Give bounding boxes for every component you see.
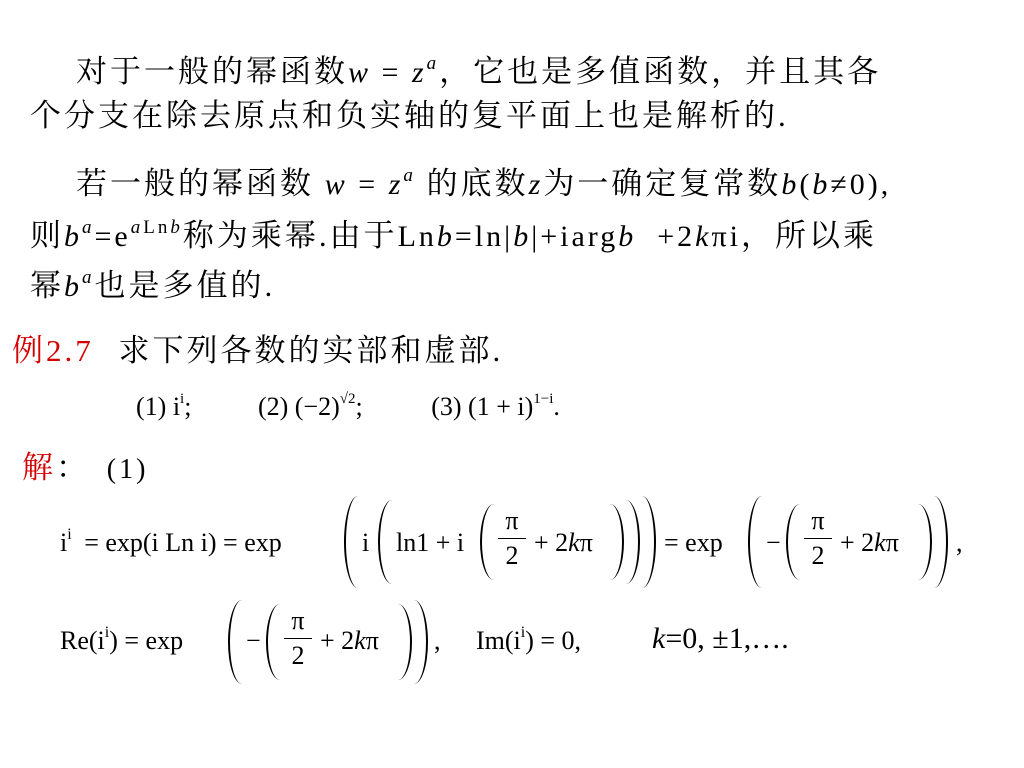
para1-text-a: 对于一般的幂函数	[76, 54, 348, 89]
paren-left-6	[228, 600, 242, 684]
para2-line1	[76, 165, 892, 201]
para2-text-d: 则	[30, 218, 64, 253]
eq1-i-factor: i	[362, 528, 370, 557]
plus-2: + 2	[840, 528, 875, 557]
equals-sign: =	[371, 56, 412, 89]
item-2-sup: √2	[339, 391, 356, 407]
item-1-sup: i	[180, 391, 185, 407]
paren-right-4	[934, 496, 948, 588]
var-b: b	[618, 220, 637, 253]
exponent-a: a	[403, 165, 416, 186]
solution-colon: ：	[56, 450, 90, 485]
para2-text-g: 幂	[30, 268, 64, 303]
eq1-plus2kpi	[534, 528, 593, 558]
var-z: z	[388, 168, 404, 201]
frac-num: π	[505, 506, 519, 535]
exponent-b: b	[170, 217, 183, 238]
var-w: w	[324, 168, 348, 201]
im-sup: i	[520, 624, 526, 641]
eq1-eq-exp: = exp	[664, 528, 723, 557]
var-k: k	[568, 528, 580, 557]
plus-2: +2	[636, 220, 696, 253]
k-values: =0, ±1,….	[665, 622, 789, 655]
paren-right-7	[398, 604, 412, 680]
para2-text-h: 也是多值的.	[94, 268, 276, 303]
equals-e: =e	[94, 220, 131, 253]
paren-left-5	[786, 504, 800, 580]
item-3-end: .	[553, 392, 560, 421]
eq2-k-values	[652, 622, 789, 656]
exponent-a: a	[82, 267, 95, 288]
eq1-lhs	[60, 528, 282, 558]
plus-2: + 2	[534, 528, 569, 557]
example-items	[136, 392, 560, 422]
var-b: b	[812, 168, 831, 201]
var-k: k	[652, 622, 666, 655]
var-k: k	[354, 626, 366, 655]
exponent-a: a	[426, 53, 440, 74]
eq2-fraction	[284, 606, 312, 671]
var-b: b	[64, 220, 82, 253]
eq1-exp-ln: = exp(i Ln i) = exp	[84, 528, 282, 557]
para1-text-b: ，它也是多值函数，并且其各	[439, 54, 882, 89]
paren-open: (	[799, 168, 813, 201]
equals-sign: =	[347, 168, 389, 201]
frac-num: π	[811, 506, 825, 535]
condition-text: ≠0),	[830, 168, 892, 201]
eq1-fraction	[498, 506, 526, 571]
var-w: w	[348, 56, 372, 89]
frac-den: 2	[291, 641, 305, 670]
eq1-fraction-2	[804, 506, 832, 571]
example-label: 例2.7	[12, 333, 94, 368]
re-sup: i	[104, 624, 110, 641]
eq2-comma: ,	[434, 626, 441, 655]
item-2: (2) (−2)	[257, 392, 340, 421]
exponent-a: a	[82, 217, 95, 238]
para1-line2	[30, 100, 789, 131]
im-text: Im(i	[476, 626, 521, 655]
var-z: z	[411, 56, 427, 89]
paren-right-3	[610, 504, 624, 580]
paren-right-6	[414, 600, 428, 684]
paren-left-4	[748, 496, 762, 588]
example-text: 求下列各数的实部和虚部.	[118, 333, 504, 368]
eq2-plus2kpi	[320, 626, 379, 656]
var-b: b	[513, 220, 532, 253]
ln-text: Ln	[397, 220, 437, 253]
exponent-ln: Ln	[143, 217, 171, 238]
para2-text-a: 若一般的幂函数	[76, 166, 314, 201]
paren-left-1	[344, 496, 358, 588]
item-2-end: ;	[355, 392, 363, 421]
item-1-end: ;	[184, 392, 192, 421]
item-3: (3) (1 + i)	[431, 392, 534, 421]
example-heading	[12, 335, 503, 366]
eq1-i-sup: i	[67, 526, 72, 543]
eq1-i: i	[60, 528, 68, 557]
plus-2: + 2	[320, 626, 355, 655]
pi-symbol: π	[365, 626, 379, 655]
para2-line3	[30, 267, 276, 303]
paren-left-3	[480, 504, 494, 580]
exponent-a: a	[130, 217, 144, 238]
var-b: b	[781, 168, 800, 201]
var-k: k	[695, 220, 712, 253]
eq2-im	[476, 626, 581, 656]
frac-den: 2	[505, 541, 519, 570]
eq1-minus: −	[766, 528, 781, 557]
eq1-plus2kpi-2	[840, 528, 899, 558]
part-label: (1)	[106, 454, 149, 485]
para1-text-c: 个分支在除去原点和负实轴的复平面上也是解析的.	[30, 98, 789, 133]
im-value: ) = 0,	[525, 626, 582, 655]
paren-left-7	[266, 604, 280, 680]
var-z: z	[528, 168, 544, 201]
para1-line1	[76, 53, 882, 89]
iarg-text: |+iarg	[531, 220, 619, 253]
eq-ln: =ln|	[454, 220, 514, 253]
paren-right-5	[918, 504, 932, 580]
para2-line2	[30, 217, 877, 253]
para2-text-c: 为一确定复常数	[543, 166, 782, 201]
solution-label: 解	[22, 450, 56, 485]
pi-i: πi	[711, 220, 741, 253]
pi-symbol: π	[579, 528, 593, 557]
re-text: Re(i	[60, 626, 105, 655]
frac-num: π	[291, 606, 305, 635]
paren-right-2	[626, 500, 640, 584]
para2-text-b: 的底数	[426, 166, 529, 201]
solution-heading	[22, 452, 148, 484]
para2-text-e: 称为乘幂.由于	[182, 218, 398, 253]
var-k: k	[874, 528, 886, 557]
eq1-ln1: ln1 + i	[396, 528, 465, 557]
pi-symbol: π	[885, 528, 899, 557]
var-b: b	[436, 220, 455, 253]
frac-den: 2	[811, 541, 825, 570]
var-b: b	[64, 270, 82, 303]
eq2-re	[60, 626, 183, 656]
item-3-sup: 1−i	[533, 391, 554, 407]
re-exp: ) = exp	[109, 626, 184, 655]
para2-text-f: ，所以乘	[740, 218, 877, 253]
eq1-comma: ,	[956, 528, 963, 557]
paren-left-2	[378, 500, 392, 584]
paren-right-1	[642, 496, 656, 588]
item-1: (1) i	[136, 392, 181, 421]
eq2-minus: −	[246, 626, 261, 655]
